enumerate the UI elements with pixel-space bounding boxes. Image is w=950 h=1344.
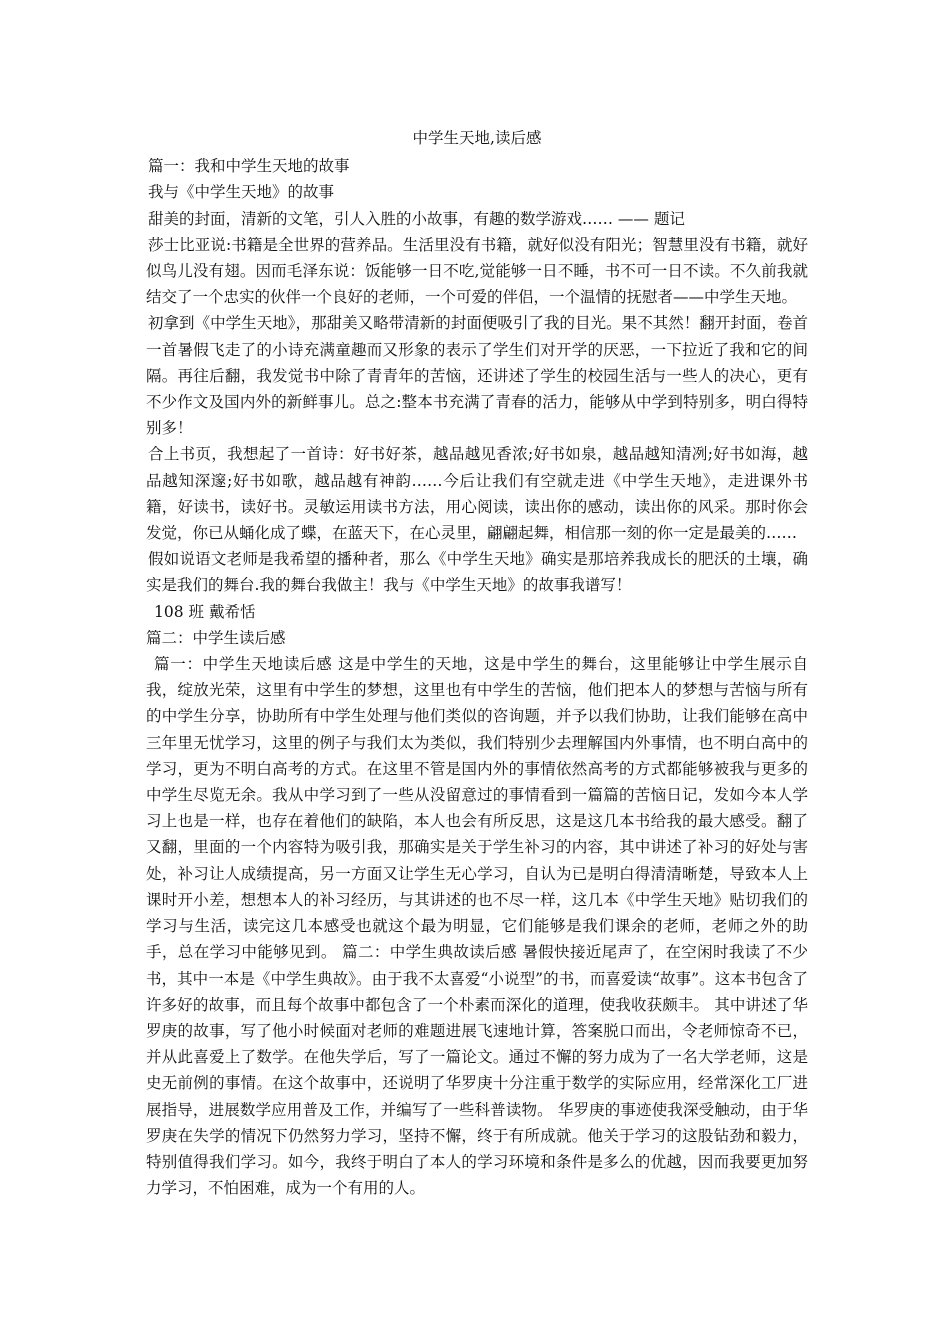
section-heading: 篇二：中学生读后感 (146, 628, 286, 647)
epigraph: 甜美的封面，清新的文笔，引人入胜的小故事，有趣的数学游戏…… —— 题记 (148, 209, 685, 228)
document-page (146, 125, 808, 1201)
section-heading: 篇一：我和中学生天地的故事 (148, 157, 350, 176)
author-signature: 108 班 戴希恬 (154, 602, 256, 621)
body-paragraph: 莎士比亚说:书籍是全世界的营养品。生活里没有书籍，就好似没有阳光；智慧里没有书籍，就好似鸟儿没有翅。因而毛泽东说：饭能够一日不吃,觉能够一日不睡，书不可一日不读。不久前我就结交了一个忠实的伙伴一个良好的老师，一个可爱的伴侣，一个温情的抚慰者——中学生天地。 (146, 235, 808, 307)
body-paragraph: 篇一：中学生天地读后感 这是中学生的天地，这是中学生的舞台，这里能够让中学生展示自我，绽放光荣，这里有中学生的梦想，这里也有中学生的苦恼，他们把本人的梦想与苦恼与所有的中学生分享，协助所有中学生处理与他们类似的咨询题，并予以我们协助，让我们能够在高中三年里无忧学习，这里的例子与我们太为类似，我们特别少去理解国内外事情，也不明白高中的学习，更为不明白高考的方式。在这里不管是国内外的事情依然高考的方式都能够被我与更多的中学生尽览无余。我从中学习到了一些从没留意过的事情看到一篇篇的苦恼日记，发如今本人学习上也是一样，也存在着他们的缺陷，本人也会有所反思，这是这几本书给我的最大感受。翻了又翻，里面的一个内容特为吸引我，那确实是关于学生补习的内容，其中讲述了补习的好处与害处，补习让人成绩提高，另一方面又让学生无心学习，自认为已是明白得清清晰楚，导致本人上课时开小差，想想本人的补习经历，与其讲述的也不尽一样，这几本《中学生天地》贴切我们的学习与生活，读完这几本感受也就这个最为明显，它们能够是我们课余的老师，老师之外的助手，总在学习中能够见到。 篇二：中学生典故读后感 暑假快接近尾声了，在空闲时我读了不少书，其中一本是《中学生典故》。由于我不太喜爱“小说型”的书，而喜爱读“故事”。这本书包含了许多好的故事，而且每个故事中都包含了一个朴素而深化的道理，使我收获颇丰。 其中讲述了华罗庚的故事，写了他小时候面对老师的难题进展飞速地计算，答案脱口而出，令老师惊奇不已，并从此喜爱上了数学。在他失学后，写了一篇论文。通过不懈的努力成为了一名大学老师，这是史无前例的事情。在这个故事中，还说明了华罗庚十分注重于数学的实际应用，经常深化工厂进展指导，进展数学应用普及工作，并编写了一些科普读物。 华罗庚的事迹使我深受触动，由于华罗庚在失学的情况下仍然努力学习，坚持不懈，终于有所成就。他关于学习的这股钻劲和毅力，特别值得我们学习。如今，我终于明白了本人的学习环境和条件是多么的优越，因而我要更加努力学习，不怕困难，成为一个有用的人。 (146, 655, 808, 1198)
story-title: 我与《中学生天地》的故事 (148, 183, 335, 202)
body-paragraph: 假如说语文老师是我希望的播种者，那么《中学生天地》确实是那培养我成长的肥沃的土壤，确实是我们的舞台.我的舞台我做主！我与《中学生天地》的故事我谱写！ (146, 550, 808, 595)
body-paragraph: 合上书页，我想起了一首诗：好书好茶，越品越见香浓;好书如泉，越品越知清冽;好书如海，越品越知深邃;好书如歌，越品越有神韵……今后让我们有空就走进《中学生天地》，走进课外书籍，好读书，读好书。灵敏运用读书方法，用心阅读，读出你的感动，读出你的风采。那时你会发觉，你已从蛹化成了蝶，在蓝天下，在心灵里，翩翩起舞，相信那一刻的你一定是最美的…… (146, 445, 808, 543)
body-paragraph: 初拿到《中学生天地》，那甜美又略带清新的封面便吸引了我的目光。果不其然！翻开封面，卷首一首暑假飞走了的小诗充满童趣而又形象的表示了学生们对开学的厌恶，一下拉近了我和它的间隔。再往后翻，我发觉书中除了青青年的苦恼，还讲述了学生的校园生活与一些人的决心，更有不少作文及国内外的新鲜事儿。总之:整本书充满了青春的活力，能够从中学到特别多，明白得特别多！ (146, 314, 808, 438)
document-title: 中学生天地,读后感 (412, 129, 542, 147)
